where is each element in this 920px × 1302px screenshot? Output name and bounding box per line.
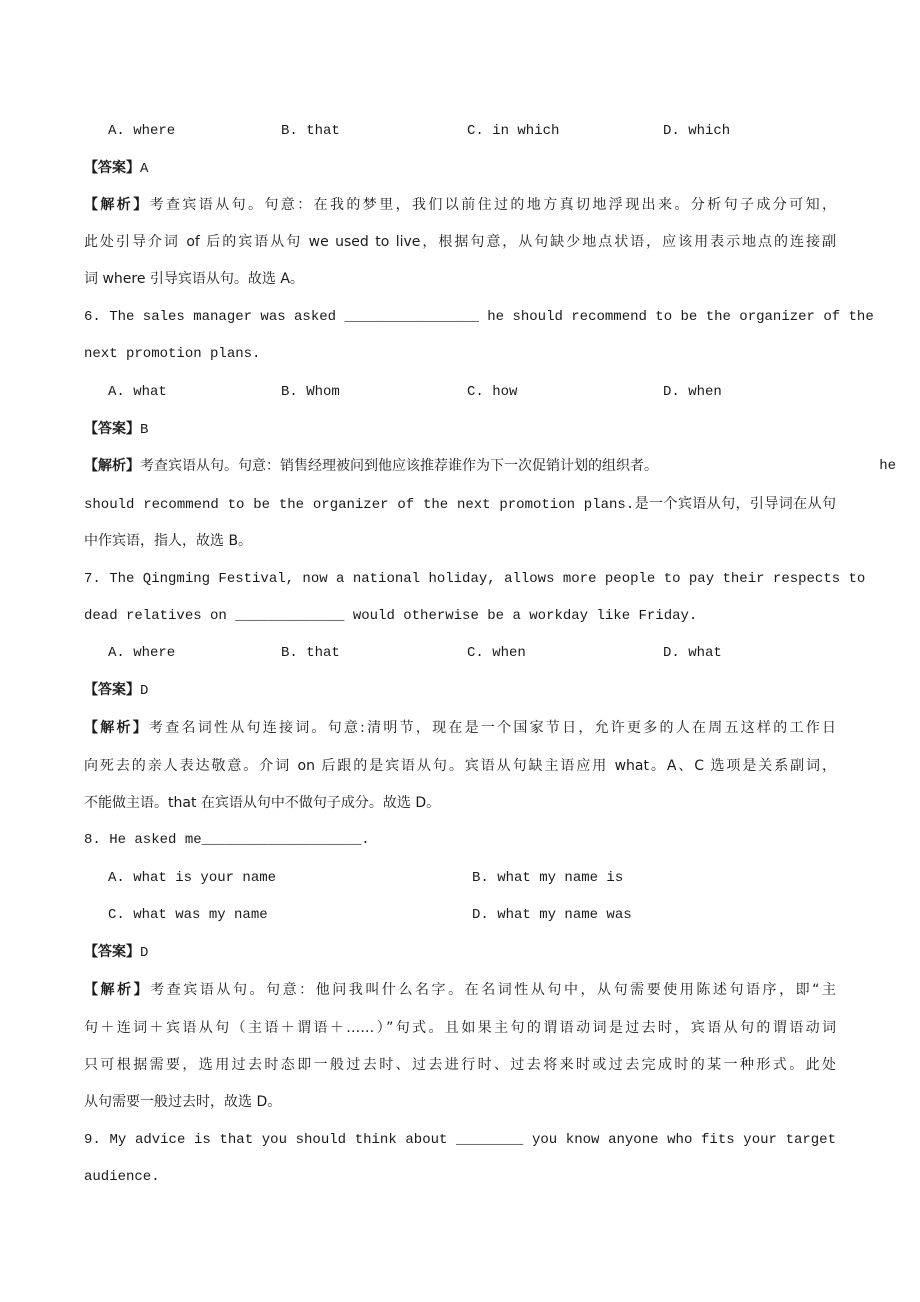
q5-option-d: D. which bbox=[663, 123, 731, 139]
q6-answer bbox=[84, 419, 836, 440]
q5-answer bbox=[84, 158, 836, 179]
q7-analysis-line-3: 不能做主语。that 在宾语从句中不做句子成分。故选 D。 bbox=[84, 795, 441, 811]
answer-tag: 【答案】 bbox=[84, 944, 140, 960]
analysis-text: 考查名词性从句连接词。句意:清明节，现在是一个国家节日，允许更多的人在周五这样的工作日 bbox=[148, 720, 836, 736]
answer-tag: 【答案】 bbox=[84, 682, 140, 698]
q6-analysis-line-2 bbox=[84, 494, 836, 515]
q5-analysis-line-3: 词 where 引导宾语从句。故选 A。 bbox=[84, 271, 304, 287]
analysis-tag: 【解析】 bbox=[84, 197, 150, 213]
analysis-tag: 【解析】 bbox=[84, 982, 151, 998]
q7-analysis-line-1 bbox=[84, 718, 836, 738]
q7-stem-line-2: dead relatives on _____________ would otherwise be a workday like Friday. bbox=[84, 608, 698, 624]
answer-value: D bbox=[140, 683, 149, 699]
q8-option-b: B. what my name is bbox=[472, 870, 624, 886]
q5-option-c: C. in which bbox=[467, 123, 560, 139]
q7-option-d: D. what bbox=[663, 645, 722, 661]
analysis-text: 考查宾语从句。句意：在我的梦里，我们以前住过的地方真切地浮现出来。分析句子成分可知， bbox=[149, 197, 837, 213]
analysis-tag: 【解析】 bbox=[84, 458, 140, 474]
q9-stem-line-2: audience. bbox=[84, 1169, 160, 1185]
q6-floating-word: he bbox=[879, 458, 896, 474]
q8-option-a: A. what is your name bbox=[108, 870, 277, 886]
q6-analysis-line-3: 中作宾语，指人，故选 B。 bbox=[84, 533, 253, 549]
q8-answer bbox=[84, 942, 836, 963]
analysis-text: 考查宾语从句。句意：他问我叫什么名字。在名词性从句中，从句需要使用陈述句语序，即“主 bbox=[150, 982, 836, 998]
q6-stem-line-2: next promotion plans. bbox=[84, 346, 261, 362]
answer-value: D bbox=[140, 945, 149, 961]
q8-analysis-line-3: 只可根据需要，选用过去时态即一般过去时、过去进行时、过去将来时或过去完成时的某一种形式。此处 bbox=[84, 1057, 836, 1073]
q7-answer bbox=[84, 680, 836, 701]
q5-analysis-line-2: 此处引导介词 of 后的宾语从句 we used to live，根据句意，从句缺少地点状语，应该用表示地点的连接副 bbox=[84, 234, 836, 250]
q6-stem-line-1: 6. The sales manager was asked ________________ he should recommend to be the organizer of the bbox=[84, 309, 874, 325]
q7-option-a: A. where bbox=[108, 645, 176, 661]
q9-stem-line-1: 9. My advice is that you should think about ________ you know anyone who fits your target bbox=[84, 1132, 836, 1148]
q8-option-d: D. what my name was bbox=[472, 907, 632, 923]
analysis-text: should recommend to be the organizer of the next promotion plans.是一个宾语从句，引导词在从句 bbox=[84, 497, 836, 513]
q7-stem-line-1: 7. The Qingming Festival, now a national holiday, allows more people to pay their respects to bbox=[84, 571, 866, 587]
q8-analysis-line-2: 句＋连词＋宾语从句（主语＋谓语＋……）”句式。且如果主句的谓语动词是过去时，宾语从句的谓语动词 bbox=[84, 1020, 836, 1036]
q6-option-b: B. Whom bbox=[281, 384, 340, 400]
q8-option-c: C. what was my name bbox=[108, 907, 268, 923]
q7-analysis-line-2: 向死去的亲人表达敬意。介词 on 后跟的是宾语从句。宾语从句缺主语应用 what。A、C 选项是关系副词， bbox=[84, 758, 836, 774]
q8-stem: 8. He asked me___________________. bbox=[84, 832, 370, 848]
answer-tag: 【答案】 bbox=[84, 160, 140, 176]
answer-value: A bbox=[140, 161, 149, 177]
q6-option-a: A. what bbox=[108, 384, 167, 400]
q6-analysis-line-1 bbox=[84, 456, 836, 476]
q6-option-d: D. when bbox=[663, 384, 722, 400]
q7-option-c: C. when bbox=[467, 645, 526, 661]
analysis-text: 考查宾语从句。句意：销售经理被问到他应该推荐谁作为下一次促销计划的组织者。 bbox=[140, 458, 658, 474]
analysis-tag: 【解析】 bbox=[84, 720, 149, 736]
q5-option-a: A. where bbox=[108, 123, 176, 139]
q7-option-b: B. that bbox=[281, 645, 340, 661]
q5-analysis-line-1 bbox=[84, 195, 836, 215]
answer-tag: 【答案】 bbox=[84, 421, 140, 437]
q8-analysis-line-4: 从句需要一般过去时，故选 D。 bbox=[84, 1094, 282, 1110]
q8-analysis-line-1 bbox=[84, 980, 836, 1000]
answer-value: B bbox=[140, 422, 149, 438]
q6-option-c: C. how bbox=[467, 384, 518, 400]
q5-option-b: B. that bbox=[281, 123, 340, 139]
